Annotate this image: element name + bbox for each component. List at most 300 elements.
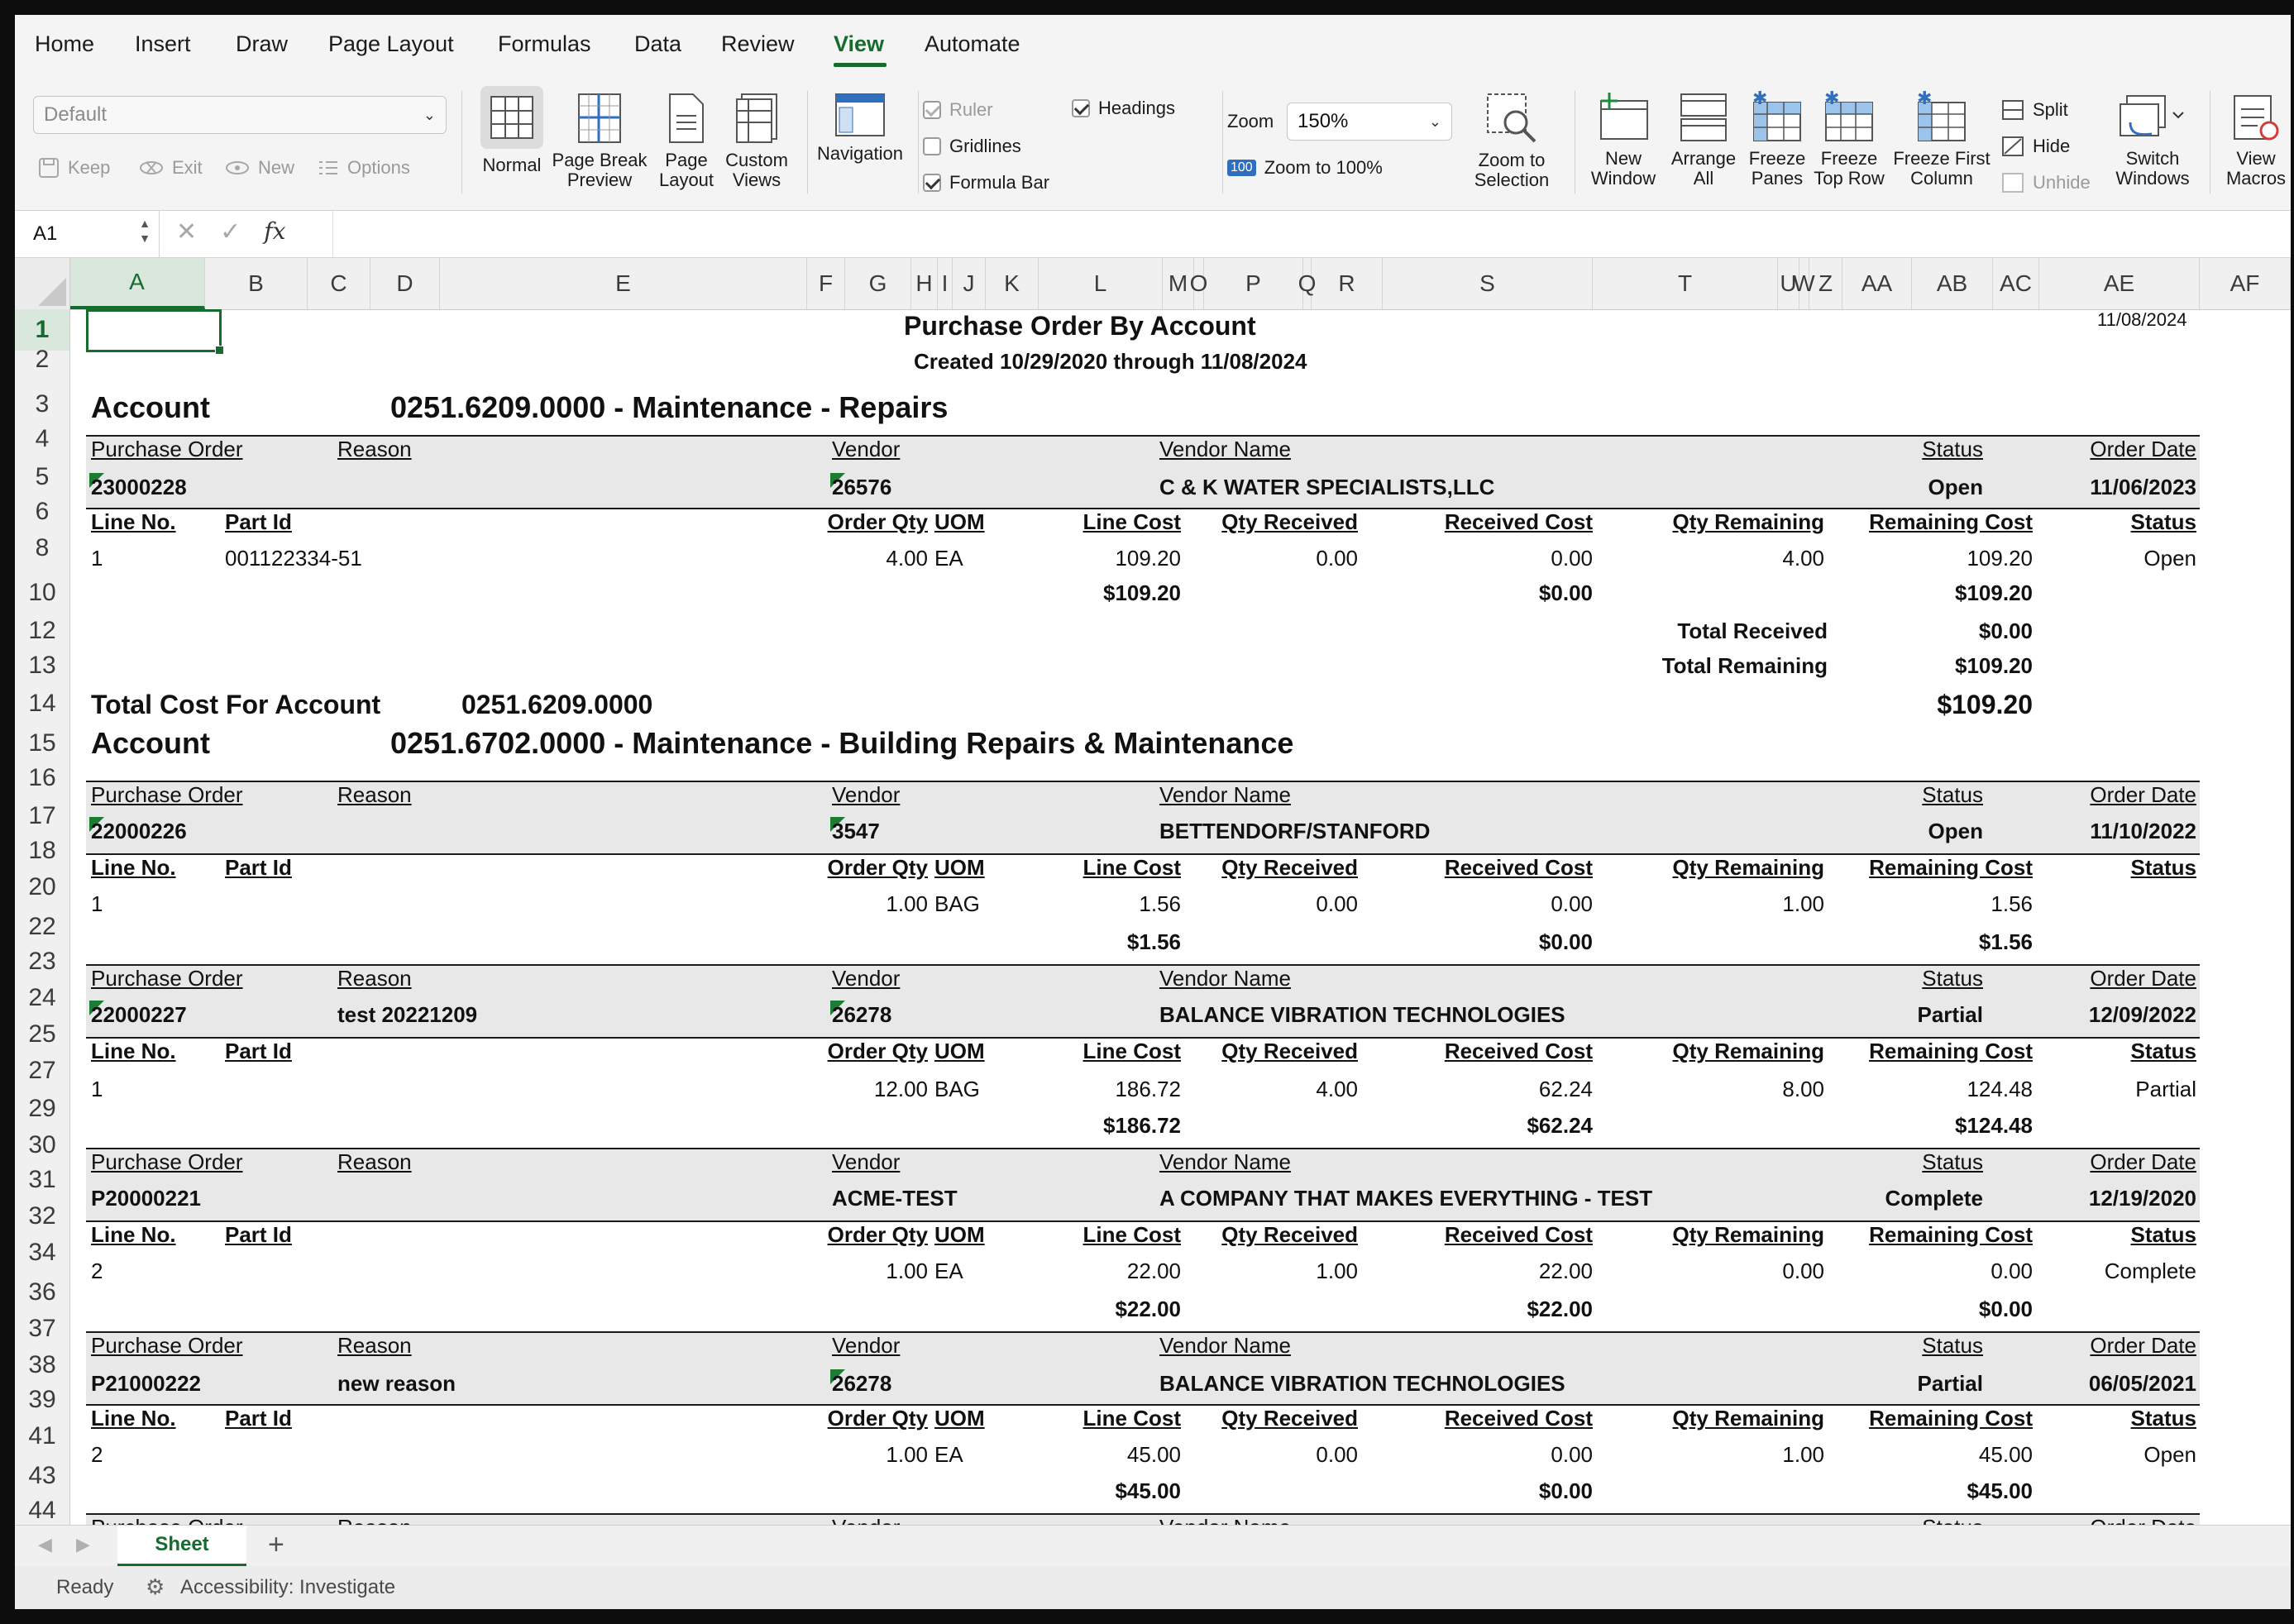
line-no: 1 <box>91 1077 103 1101</box>
row-header[interactable]: 32 <box>28 1202 56 1230</box>
column-header[interactable]: H <box>911 258 938 309</box>
hdr-uom: UOM <box>934 509 985 534</box>
macros-label-2: Macros <box>2225 168 2287 189</box>
hdr-line-cost: Line Cost <box>1082 509 1181 534</box>
received-cost: 0.00 <box>1551 1442 1593 1467</box>
order-qty: 1.00 <box>886 891 928 916</box>
po-order-date: 12/09/2022 <box>2088 1002 2196 1027</box>
column-header[interactable]: I <box>938 258 953 309</box>
hdr-part-id: Part Id <box>225 1406 292 1431</box>
row-header[interactable]: 27 <box>28 1057 56 1084</box>
ruler-check-icon <box>923 101 941 119</box>
row-header[interactable]: 24 <box>28 984 56 1011</box>
hdr-qty-received: Qty Received <box>1221 1039 1358 1063</box>
received-cost: 22.00 <box>1538 1259 1593 1283</box>
new-window-button[interactable] <box>1581 93 1666 189</box>
svg-text:✱: ✱ <box>1752 88 1768 109</box>
formula-input[interactable] <box>332 211 2291 257</box>
eye-x-icon <box>139 159 164 177</box>
hdr-line-cost: Line Cost <box>1082 1039 1181 1063</box>
switch-windows-button[interactable] <box>2100 93 2205 189</box>
row-header[interactable]: 43 <box>28 1462 56 1489</box>
row-header[interactable]: 44 <box>28 1497 56 1524</box>
received-cost: 62.24 <box>1538 1077 1593 1101</box>
remaining-cost: 124.48 <box>1967 1077 2033 1101</box>
page-break-label: Page Break <box>552 150 648 170</box>
svg-text:✱: ✱ <box>1824 88 1840 109</box>
po-total-remaining: $109.20 <box>1955 580 2033 605</box>
column-header[interactable]: K <box>986 258 1039 309</box>
zoom-100-button[interactable] <box>1227 157 1383 179</box>
ribbon <box>15 76 2291 211</box>
accessibility-status[interactable]: Accessibility: Investigate <box>180 1576 396 1598</box>
row-header[interactable]: 6 <box>35 498 50 525</box>
row-header[interactable]: 10 <box>28 579 56 606</box>
page-layout-button[interactable] <box>653 93 719 190</box>
custom-views-label: Custom <box>725 150 788 170</box>
hdr-line-status: Status <box>2130 1222 2196 1247</box>
line-cost: 186.72 <box>1115 1077 1181 1101</box>
uom: BAG <box>934 891 980 916</box>
active-cell-a1[interactable] <box>86 309 222 352</box>
hdr-order-date: Order Date <box>2090 966 2196 991</box>
arrange-label: Arrange <box>1670 148 1737 169</box>
hdr-status: Status <box>1922 1149 1983 1174</box>
hdr-line-no: Line No. <box>91 1406 176 1431</box>
hdr-purchase-order: Purchase Order <box>91 966 243 991</box>
po-order-date: 11/10/2022 <box>2090 819 2196 843</box>
hdr-purchase-order: Purchase Order <box>91 437 243 461</box>
row-header[interactable]: 25 <box>28 1020 56 1048</box>
select-all-corner[interactable] <box>15 258 70 310</box>
uom: EA <box>934 1259 963 1283</box>
hdr-reason: Reason <box>337 437 412 461</box>
po-total-cost: $45.00 <box>1115 1478 1181 1503</box>
hide-button[interactable] <box>2001 136 2070 157</box>
hdr-qty-received: Qty Received <box>1221 1222 1358 1247</box>
add-sheet-icon[interactable]: + <box>268 1529 284 1560</box>
freeze-top-label-2: Top Row <box>1814 168 1885 189</box>
po-reason: new reason <box>337 1371 456 1396</box>
remaining-cost: 109.20 <box>1967 546 2033 571</box>
new-window-icon <box>1598 93 1649 142</box>
hdr-qty-received: Qty Received <box>1221 509 1358 534</box>
navigation-button[interactable] <box>814 93 906 164</box>
formula-bar-check-icon <box>923 174 941 192</box>
active-tab-indicator <box>834 63 887 67</box>
hdr-order-date: Order Date <box>2090 1149 2196 1174</box>
account-label: Account <box>91 726 210 760</box>
keep-button[interactable] <box>38 157 110 179</box>
column-header[interactable]: D <box>370 258 440 309</box>
hdr-line-no: Line No. <box>91 1039 176 1063</box>
sheet-tab-bar <box>15 1525 2291 1567</box>
page-layout-label-2: Layout <box>658 170 714 190</box>
part-id: 001122334-51 <box>225 546 362 571</box>
column-header[interactable]: AE <box>2039 258 2200 309</box>
accessibility-icon: ⚙ <box>146 1574 165 1599</box>
qty-remaining: 8.00 <box>1782 1077 1824 1101</box>
view-macros-button[interactable] <box>2218 93 2294 189</box>
ruler-label: Ruler <box>949 99 993 120</box>
vendor-id: 26576 <box>832 475 892 499</box>
po-total-received: $62.24 <box>1527 1113 1593 1138</box>
page-break-icon <box>577 93 622 144</box>
line-status: Open <box>2143 546 2196 571</box>
po-order-date: 06/05/2021 <box>2088 1371 2196 1396</box>
hdr-remaining-cost: Remaining Cost <box>1869 1039 2033 1063</box>
column-header[interactable]: L <box>1039 258 1163 309</box>
hdr-received-cost: Received Cost <box>1444 509 1593 534</box>
hdr-purchase-order: Purchase Order <box>91 782 243 807</box>
excel-window <box>15 15 2291 1609</box>
hdr-order-qty: Order Qty <box>827 509 928 534</box>
column-header[interactable]: T <box>1593 258 1778 309</box>
hdr-remaining-cost: Remaining Cost <box>1869 1406 2033 1431</box>
freeze-panes-button[interactable] <box>1740 88 1814 189</box>
row-header[interactable]: 18 <box>28 837 56 864</box>
received-cost: 0.00 <box>1551 891 1593 916</box>
tab-home[interactable]: Home <box>35 31 95 56</box>
column-header[interactable]: W <box>1799 258 1809 309</box>
tab-data[interactable]: Data <box>634 31 682 56</box>
line-no: 1 <box>91 546 103 571</box>
page-break-preview-button[interactable] <box>551 93 648 190</box>
row-header[interactable]: 15 <box>28 729 56 757</box>
total-cost-label: Total Cost For Account <box>91 690 381 719</box>
row-header[interactable]: 1 <box>15 309 69 351</box>
unhide-button[interactable] <box>2001 172 2091 193</box>
line-cost: 45.00 <box>1126 1442 1181 1467</box>
split-icon <box>2001 99 2024 121</box>
chevron-down-icon: ⌄ <box>1428 112 1441 130</box>
formula-bar-label: Formula Bar <box>949 172 1050 193</box>
vendor-name: BALANCE VIBRATION TECHNOLOGIES <box>1159 1002 1565 1027</box>
svg-text:✱: ✱ <box>1917 88 1933 109</box>
hdr-line-status: Status <box>2130 509 2196 534</box>
account-name: 0251.6702.0000 - Maintenance - Building Repairs & Maintenance <box>390 726 1294 760</box>
tab-formulas[interactable]: Formulas <box>498 31 591 56</box>
row-header[interactable]: 22 <box>28 913 56 940</box>
hdr-line-no: Line No. <box>91 509 176 534</box>
formula-bar-icons <box>176 217 285 246</box>
column-header[interactable]: R <box>1312 258 1383 309</box>
row-header[interactable]: 30 <box>28 1131 56 1158</box>
name-box-stepper-icon[interactable]: ▲ ▼ <box>139 217 151 245</box>
zoom-select[interactable] <box>1287 103 1452 141</box>
line-cost: 1.56 <box>1139 891 1181 916</box>
worksheet-grid <box>15 258 2291 1540</box>
uom: BAG <box>934 1077 980 1101</box>
qty-remaining: 4.00 <box>1782 546 1824 571</box>
hdr-uom: UOM <box>934 1222 985 1247</box>
hdr-part-id: Part Id <box>225 509 292 534</box>
headings-check-icon <box>1072 99 1090 117</box>
split-button[interactable] <box>2001 99 2068 121</box>
status-ready: Ready <box>56 1576 114 1598</box>
line-cost: 109.20 <box>1115 546 1181 571</box>
line-no: 2 <box>91 1259 103 1283</box>
row-header[interactable]: 41 <box>28 1422 56 1450</box>
formula-bar <box>15 211 2291 258</box>
total-cost-account: 0251.6209.0000 <box>461 690 653 719</box>
order-qty: 12.00 <box>873 1077 928 1101</box>
headings-label: Headings <box>1098 98 1175 118</box>
line-status: Open <box>2143 1442 2196 1467</box>
hdr-line-status: Status <box>2130 855 2196 880</box>
line-cost: 22.00 <box>1126 1259 1181 1283</box>
chevron-down-icon: ⌄ <box>423 106 436 123</box>
report-title: Purchase Order By Account <box>904 311 1256 341</box>
ribbon-tab-bar <box>15 15 2291 76</box>
zoom-to-selection-button[interactable] <box>1455 93 1568 190</box>
custom-views-button[interactable] <box>719 93 794 190</box>
arrange-label-2: All <box>1693 168 1714 189</box>
freeze-panes-icon <box>1752 88 1802 142</box>
formula-bar-checkbox[interactable] <box>923 172 1049 193</box>
account-name: 0251.6209.0000 - Maintenance - Repairs <box>390 390 949 424</box>
hdr-line-cost: Line Cost <box>1082 1222 1181 1247</box>
po-status: Open <box>1928 819 1983 843</box>
arrange-all-icon <box>1680 93 1728 142</box>
row-header[interactable]: 17 <box>28 802 56 829</box>
uom: EA <box>934 546 963 571</box>
exit-button[interactable] <box>139 157 203 179</box>
vendor-id: 26278 <box>832 1371 892 1396</box>
tab-page-layout[interactable]: Page Layout <box>328 31 454 56</box>
row-header[interactable]: 29 <box>28 1095 56 1122</box>
row-header[interactable]: 12 <box>28 617 56 644</box>
row-header[interactable]: 8 <box>35 534 50 561</box>
sheet-view-value: Default <box>44 103 108 126</box>
column-header[interactable]: G <box>845 258 911 309</box>
hdr-order-date: Order Date <box>2090 437 2196 461</box>
row-header[interactable]: 36 <box>28 1278 56 1306</box>
column-header[interactable]: U <box>1778 258 1799 309</box>
hdr-status: Status <box>1922 437 1983 461</box>
column-header[interactable]: AF <box>2200 258 2291 309</box>
po-total-remaining: $45.00 <box>1967 1478 2033 1503</box>
macros-icon <box>2233 93 2279 142</box>
row-header[interactable]: 38 <box>28 1351 56 1378</box>
new-view-button[interactable] <box>225 157 294 179</box>
row-header[interactable]: 2 <box>35 346 50 373</box>
save-icon <box>38 157 60 179</box>
hdr-qty-received: Qty Received <box>1221 855 1358 880</box>
row-header[interactable]: 20 <box>28 873 56 900</box>
order-qty: 4.00 <box>886 546 928 571</box>
column-header[interactable]: C <box>308 258 370 309</box>
freeze-top-row-button[interactable] <box>1809 88 1889 189</box>
column-header[interactable]: M <box>1163 258 1194 309</box>
hdr-line-no: Line No. <box>91 1222 176 1247</box>
freeze-panes-label: Freeze <box>1748 148 1806 169</box>
tab-automate[interactable]: Automate <box>925 31 1020 56</box>
gridlines-check-icon <box>923 137 941 155</box>
exit-label: Exit <box>172 157 203 178</box>
hdr-vendor-name: Vendor Name <box>1159 1149 1291 1174</box>
page-break-label-2: Preview <box>566 170 633 190</box>
vendor-id: 3547 <box>832 819 880 843</box>
enter-icon[interactable]: ✓ <box>220 218 241 246</box>
name-box[interactable] <box>15 211 160 257</box>
row-header[interactable]: 5 <box>35 463 50 490</box>
column-header[interactable]: AC <box>1993 258 2039 309</box>
unhide-label: Unhide <box>2033 172 2091 193</box>
remaining-cost: 1.56 <box>1991 891 2033 916</box>
options-button[interactable] <box>318 157 410 179</box>
tab-draw[interactable]: Draw <box>236 31 289 56</box>
order-qty: 1.00 <box>886 1259 928 1283</box>
cancel-icon[interactable]: ✕ <box>176 218 198 246</box>
column-header[interactable]: P <box>1204 258 1303 309</box>
zoom-100-label: Zoom to 100% <box>1264 157 1383 178</box>
custom-views-label-2: Views <box>732 170 781 190</box>
column-header[interactable]: J <box>953 258 986 309</box>
hdr-vendor-name: Vendor Name <box>1159 966 1291 991</box>
column-header[interactable]: O <box>1194 258 1204 309</box>
vendor-name: BALANCE VIBRATION TECHNOLOGIES <box>1159 1371 1565 1396</box>
qty-received: 0.00 <box>1316 1442 1358 1467</box>
received-cost: 0.00 <box>1551 546 1593 571</box>
qty-received: 0.00 <box>1316 891 1358 916</box>
row-header[interactable]: 34 <box>28 1239 56 1266</box>
cell-area[interactable] <box>69 309 2291 1550</box>
po-number: 22000226 <box>91 819 187 843</box>
switch-windows-label: Switch <box>2125 148 2180 169</box>
hdr-qty-remaining: Qty Remaining <box>1672 1039 1824 1063</box>
tab-view[interactable]: View <box>834 31 885 56</box>
line-status: Complete <box>2104 1259 2196 1283</box>
po-order-date: 11/06/2023 <box>2090 475 2196 499</box>
report-subtitle: Created 10/29/2020 through 11/08/2024 <box>914 349 1307 374</box>
total-received-label: Total Received <box>1677 619 1828 643</box>
split-label: Split <box>2033 99 2068 120</box>
hdr-uom: UOM <box>934 855 985 880</box>
custom-views-icon <box>735 93 778 144</box>
column-header[interactable]: AB <box>1912 258 1993 309</box>
column-header[interactable]: AA <box>1842 258 1912 309</box>
row-header[interactable]: 37 <box>28 1315 56 1342</box>
sheet-tab[interactable]: Sheet <box>117 1526 246 1567</box>
hdr-vendor: Vendor <box>832 782 901 807</box>
hdr-order-date: Order Date <box>2090 782 2196 807</box>
uom: EA <box>934 1442 963 1467</box>
row-headers <box>15 309 70 1550</box>
page-layout-icon <box>668 93 705 144</box>
row-header[interactable]: 4 <box>35 425 50 452</box>
po-order-date: 12/19/2020 <box>2088 1186 2196 1211</box>
po-status: Open <box>1928 475 1983 499</box>
hdr-received-cost: Received Cost <box>1444 1039 1593 1063</box>
hdr-line-status: Status <box>2130 1406 2196 1431</box>
hdr-status: Status <box>1922 966 1983 991</box>
zoom-100-icon: 100 <box>1227 160 1256 176</box>
new-window-label-2: Window <box>1590 168 1656 189</box>
po-number: 23000228 <box>91 475 187 499</box>
line-no: 1 <box>91 891 103 916</box>
column-header[interactable]: S <box>1383 258 1593 309</box>
row-header[interactable]: 14 <box>28 690 56 717</box>
column-header[interactable]: Z <box>1809 258 1842 309</box>
freeze-first-column-button[interactable] <box>1885 88 1998 189</box>
row-header[interactable]: 13 <box>28 652 56 679</box>
navigation-pane-icon <box>834 93 886 137</box>
name-box-value: A1 <box>33 222 58 245</box>
hdr-purchase-order: Purchase Order <box>91 1333 243 1358</box>
tab-review[interactable]: Review <box>721 31 795 56</box>
row-header[interactable]: 31 <box>28 1166 56 1193</box>
vendor-name: BETTENDORF/STANFORD <box>1159 819 1431 843</box>
po-status: Partial <box>1917 1371 1983 1396</box>
insert-function-icon[interactable]: fx <box>264 217 286 245</box>
column-header[interactable]: F <box>807 258 845 309</box>
normal-view-button[interactable] <box>475 86 549 175</box>
hdr-line-status: Status <box>2130 1039 2196 1063</box>
unhide-icon <box>2001 172 2024 193</box>
hdr-remaining-cost: Remaining Cost <box>1869 509 2033 534</box>
hdr-part-id: Part Id <box>225 1039 292 1063</box>
row-header[interactable]: 39 <box>28 1386 56 1413</box>
hide-icon <box>2001 136 2024 157</box>
gridlines-checkbox[interactable] <box>923 136 1021 157</box>
hdr-status: Status <box>1922 1333 1983 1358</box>
scroll-right-icon[interactable]: ▶ <box>76 1534 90 1555</box>
column-header[interactable]: A <box>69 258 205 309</box>
switch-windows-icon <box>2119 93 2186 142</box>
eye-icon <box>225 159 250 177</box>
row-header[interactable]: 3 <box>35 390 50 418</box>
ruler-checkbox[interactable] <box>923 99 993 121</box>
vendor-name: C & K WATER SPECIALISTS,LLC <box>1159 475 1495 499</box>
freeze-first-label: Freeze First <box>1893 148 1991 169</box>
hide-label: Hide <box>2033 136 2071 156</box>
tab-insert[interactable]: Insert <box>135 31 191 56</box>
qty-received: 1.00 <box>1316 1259 1358 1283</box>
freeze-top-row-icon <box>1824 88 1874 142</box>
scroll-left-icon[interactable]: ◀ <box>38 1534 52 1555</box>
hdr-uom: UOM <box>934 1039 985 1063</box>
column-header[interactable]: E <box>440 258 807 309</box>
column-header[interactable]: B <box>205 258 308 309</box>
row-header[interactable]: 16 <box>28 764 56 791</box>
vendor-id: ACME-TEST <box>832 1186 958 1211</box>
hdr-line-no: Line No. <box>91 855 176 880</box>
row-header[interactable]: 23 <box>28 948 56 975</box>
hdr-vendor: Vendor <box>832 1149 901 1174</box>
hdr-reason: Reason <box>337 1333 412 1358</box>
new-label: New <box>258 157 295 178</box>
column-header[interactable]: Q <box>1303 258 1312 309</box>
print-date: 11/08/2024 <box>2097 309 2187 330</box>
arrange-all-button[interactable] <box>1666 93 1742 189</box>
switch-windows-label-2: Windows <box>2115 168 2190 189</box>
headings-checkbox[interactable] <box>1072 98 1175 119</box>
zoom-selection-label-2: Selection <box>1474 170 1550 190</box>
freeze-top-label: Freeze <box>1820 148 1878 169</box>
hdr-vendor-name: Vendor Name <box>1159 1333 1291 1358</box>
po-total-cost: $1.56 <box>1126 929 1181 954</box>
po-total-cost: $109.20 <box>1103 580 1181 605</box>
status-bar <box>15 1566 2291 1609</box>
sheet-view-select[interactable] <box>33 96 447 134</box>
zoom-value: 150% <box>1298 110 1349 132</box>
hdr-received-cost: Received Cost <box>1444 1406 1593 1431</box>
account-label: Account <box>91 390 210 424</box>
qty-remaining: 1.00 <box>1782 1442 1824 1467</box>
hdr-order-qty: Order Qty <box>827 1222 928 1247</box>
zoom-selection-label: Zoom to <box>1478 150 1546 170</box>
